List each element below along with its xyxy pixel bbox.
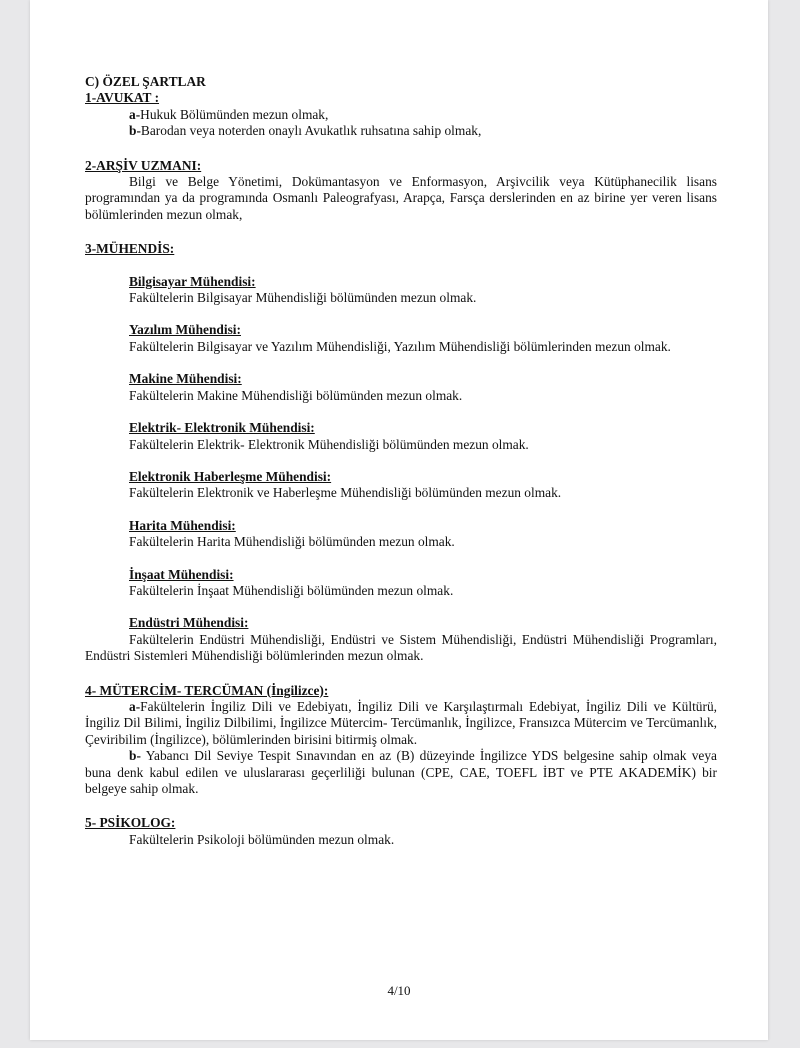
muhendis-title-elektrik: Elektrik- Elektronik Mühendisi: — [129, 420, 315, 436]
avukat-a-text: Hukuk Bölümünden mezun olmak, — [140, 106, 329, 122]
avukat-item-a — [85, 107, 717, 123]
muhendis-text-harita: Fakültelerin Harita Mühendisliği bölümünden mezun olmak. — [129, 534, 455, 550]
mutercim-item-b — [85, 748, 717, 797]
heading-mutercim: 4- MÜTERCİM- TERCÜMAN (İngilizce): — [85, 682, 329, 698]
muhendis-title-bilgisayar: Bilgisayar Mühendisi: — [129, 273, 256, 289]
heading-muhendis: 3-MÜHENDİS: — [85, 241, 175, 257]
muhendis-text-yazilim: Fakültelerin Bilgisayar ve Yazılım Mühendisliği, Yazılım Mühendisliği bölümlerinden mezun olmak. — [129, 338, 671, 354]
muhendis-text-endustri: Fakültelerin Endüstri Mühendisliği, Endüstri ve Sistem Mühendisliği, Endüstri Mühendisliği Programları, Endüstri Sistemleri Mühendisliği bölümlerinden mezun olmak. — [85, 631, 717, 664]
mutercim-b-label: b- — [129, 748, 141, 764]
avukat-b-label: b- — [129, 123, 141, 139]
muhendis-title-yazilim: Yazılım Mühendisi: — [129, 322, 241, 338]
avukat-b-text: Barodan veya noterden onaylı Avukatlık ruhsatına sahip olmak, — [140, 123, 482, 139]
mutercim-a-label: a- — [129, 698, 141, 714]
muhendis-text-bilgisayar: Fakültelerin Bilgisayar Mühendisliği bölümünden mezun olmak. — [129, 290, 477, 306]
document-page — [30, 0, 768, 1040]
muhendis-title-endustri: Endüstri Mühendisi: — [129, 615, 249, 631]
muhendis-text-elektrik: Fakültelerin Elektrik- Elektronik Mühendisliği bölümünden mezun olmak. — [129, 436, 529, 452]
psikolog-text: Fakültelerin Psikoloji bölümünden mezun olmak. — [129, 831, 395, 847]
heading-avukat: 1-AVUKAT : — [85, 90, 160, 106]
mutercim-a-text: Fakültelerin İngiliz Dili ve Edebiyatı, İngiliz Dili ve Karşılaştırmalı Edebiyat, İngiliz Dili ve Kültürü, İngiliz Dil Bilimi, İngiliz Dilbilimi, İngilizce Mütercim- Tercümanlık, İngilizce, Fransızca Mütercim ve Tercümanlık, Çeviribilim (İngilizce), bölümlerinden birisini bitirmiş olmak. — [85, 698, 717, 747]
muhendis-title-makine: Makine Mühendisi: — [129, 371, 242, 387]
section-title: C) ÖZEL ŞARTLAR — [85, 74, 206, 89]
document-content — [85, 74, 717, 848]
muhendis-text-haberlesme: Fakültelerin Elektronik ve Haberleşme Mühendisliği bölümünden mezun olmak. — [129, 485, 562, 501]
muhendis-title-haberlesme: Elektronik Haberleşme Mühendisi: — [129, 468, 332, 484]
mutercim-item-a — [85, 699, 717, 748]
avukat-item-b — [85, 123, 717, 139]
heading-arsiv: 2-ARŞİV UZMANI: — [85, 157, 202, 173]
muhendis-title-harita: Harita Mühendisi: — [129, 517, 236, 533]
muhendis-title-insaat: İnşaat Mühendisi: — [129, 566, 234, 582]
arsiv-text: Bilgi ve Belge Yönetimi, Dokümantasyon ve Enformasyon, Arşivcilik veya Kütüphanecilik lisans programından ya da programında Osmanlı Paleografyası, Arapça, Farsça derslerinden en az birine yer veren lisans bölümlerinden mezun olmak, — [85, 174, 717, 222]
muhendis-text-insaat: Fakültelerin İnşaat Mühendisliği bölümünden mezun olmak. — [129, 582, 454, 598]
mutercim-b-text: Yabancı Dil Seviye Tespit Sınavından en az (B) düzeyinde İngilizce YDS belgesine sahip olmak veya buna denk kabul edilen ve uluslararası geçerliliği bulunan (CPE, CAE, TOEFL İBT ve PTE AKADEMİK) bir belgeye sahip olmak. — [85, 748, 717, 796]
avukat-a-label: a- — [129, 106, 141, 122]
page-number: 4/10 — [387, 983, 411, 998]
heading-psikolog: 5- PSİKOLOG: — [85, 815, 176, 831]
muhendis-text-makine: Fakültelerin Makine Mühendisliği bölümünden mezun olmak. — [129, 387, 463, 403]
